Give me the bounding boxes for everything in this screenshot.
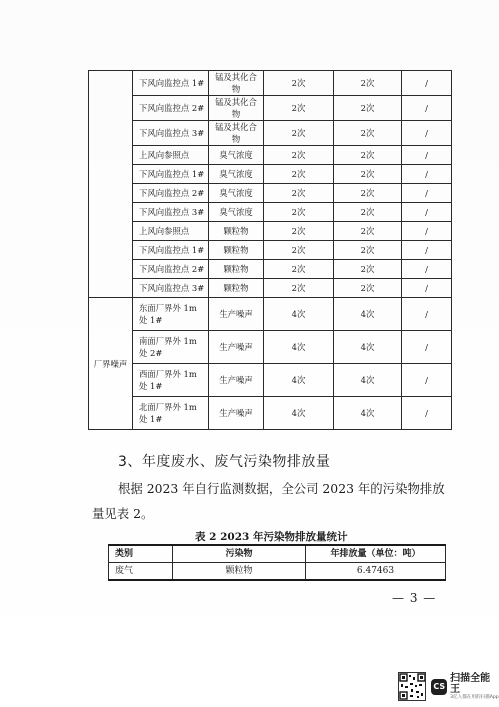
header-category: 类别 (109, 545, 173, 563)
table-row (89, 298, 452, 331)
monitor-item: 颗粒物 (209, 241, 264, 260)
remark: / (402, 184, 452, 203)
section-heading: 3、年度废水、废气污染物排放量 (118, 454, 331, 470)
frequency-1: 2次 (264, 146, 334, 165)
remark: / (402, 222, 452, 241)
monitor-point: 下风向监控点 3# (133, 121, 209, 146)
remark: / (402, 279, 452, 298)
frequency-1: 2次 (264, 121, 334, 146)
remark: / (402, 121, 452, 146)
remark: / (402, 96, 452, 121)
monitor-point: 下风向监控点 2# (133, 184, 209, 203)
monitor-point: 下风向监控点 3# (133, 279, 209, 298)
watermark-app-name: 扫描全能王 (450, 672, 491, 695)
emission-table-header (109, 545, 446, 563)
frequency-2: 2次 (334, 279, 402, 298)
monitor-item: 颗粒物 (209, 222, 264, 241)
frequency-2: 2次 (334, 146, 402, 165)
table-row (89, 397, 452, 430)
frequency-2: 2次 (334, 203, 402, 222)
monitor-item: 臭气浓度 (209, 146, 264, 165)
monitor-point: 西面厂界外 1m 处 1# (133, 364, 209, 397)
row-category: 废气 (109, 563, 173, 581)
frequency-1: 4次 (264, 364, 334, 397)
camscanner-logo-icon: CS (431, 679, 447, 695)
monitor-point: 北面厂界外 1m 处 1# (133, 397, 209, 430)
frequency-1: 2次 (264, 241, 334, 260)
table-row (89, 165, 452, 184)
table-row (89, 331, 452, 364)
monitor-item: 颗粒物 (209, 279, 264, 298)
frequency-2: 2次 (334, 260, 402, 279)
frequency-2: 4次 (334, 331, 402, 364)
table-row (89, 222, 452, 241)
table-row (89, 146, 452, 165)
table-row (89, 364, 452, 397)
remark: / (402, 165, 452, 184)
monitor-point: 下风向监控点 1# (133, 165, 209, 184)
remark: / (402, 203, 452, 222)
table-row (89, 121, 452, 146)
qr-code-icon (398, 672, 426, 701)
monitor-point: 下风向监控点 3# (133, 203, 209, 222)
page-number: — 3 — (392, 591, 437, 605)
table-row (89, 184, 452, 203)
frequency-1: 2次 (264, 96, 334, 121)
frequency-1: 2次 (264, 71, 334, 96)
header-amount: 年排放量（单位：吨） (306, 545, 446, 563)
monitor-item: 臭气浓度 (209, 165, 264, 184)
category-cell-noise: 厂界噪声 (89, 298, 133, 430)
remark: / (402, 364, 452, 397)
frequency-1: 2次 (264, 203, 334, 222)
monitor-point: 南面厂界外 1m 处 2# (133, 331, 209, 364)
monitor-item: 锰及其化合物 (209, 121, 264, 146)
frequency-2: 2次 (334, 222, 402, 241)
remark: / (402, 146, 452, 165)
frequency-1: 2次 (264, 222, 334, 241)
monitor-item: 锰及其化合物 (209, 96, 264, 121)
row-amount: 6.47463 (306, 563, 446, 581)
frequency-2: 2次 (334, 165, 402, 184)
monitor-point: 下风向监控点 2# (133, 260, 209, 279)
emission-table (108, 544, 446, 581)
monitoring-table (88, 70, 452, 430)
monitor-item: 颗粒物 (209, 260, 264, 279)
remark: / (402, 260, 452, 279)
monitor-point: 上风向参照点 (133, 146, 209, 165)
remark: / (402, 331, 452, 364)
monitor-point: 下风向监控点 1# (133, 241, 209, 260)
monitor-point: 上风向参照点 (133, 222, 209, 241)
monitor-point: 下风向监控点 2# (133, 96, 209, 121)
frequency-2: 2次 (334, 121, 402, 146)
monitor-point: 东面厂界外 1m 处 1# (133, 298, 209, 331)
monitor-item: 臭气浓度 (209, 184, 264, 203)
frequency-1: 2次 (264, 279, 334, 298)
monitor-item: 生产噪声 (209, 397, 264, 430)
table-row (89, 203, 452, 222)
remark: / (402, 241, 452, 260)
section-paragraph: 根据 2023 年自行监测数据，全公司 2023 年的污染物排放量见表 2。 (92, 481, 445, 521)
table-row (89, 71, 452, 96)
frequency-1: 2次 (264, 165, 334, 184)
monitor-item: 生产噪声 (209, 331, 264, 364)
monitor-point: 下风向监控点 1# (133, 71, 209, 96)
header-pollutant: 污染物 (173, 545, 306, 563)
monitor-item: 锰及其化合物 (209, 71, 264, 96)
frequency-2: 2次 (334, 71, 402, 96)
frequency-2: 2次 (334, 96, 402, 121)
table-row (89, 241, 452, 260)
frequency-2: 4次 (334, 364, 402, 397)
row-pollutant: 颗粒物 (173, 563, 306, 581)
category-cell-air (89, 71, 133, 298)
monitor-item: 生产噪声 (209, 298, 264, 331)
table-row (109, 563, 446, 581)
remark: / (402, 397, 452, 430)
frequency-2: 4次 (334, 397, 402, 430)
monitor-item: 生产噪声 (209, 364, 264, 397)
frequency-2: 2次 (334, 241, 402, 260)
table-row (89, 260, 452, 279)
frequency-2: 4次 (334, 298, 402, 331)
table2-caption: 表 2 2023 年污染物排放量统计 (195, 531, 348, 543)
watermark-tagline: 3亿人都在用的扫描App (450, 694, 499, 700)
remark: / (402, 71, 452, 96)
scanner-watermark (398, 672, 499, 701)
remark: / (402, 298, 452, 331)
frequency-1: 4次 (264, 397, 334, 430)
frequency-1: 4次 (264, 331, 334, 364)
frequency-2: 2次 (334, 184, 402, 203)
monitor-item: 臭气浓度 (209, 203, 264, 222)
table-row (89, 279, 452, 298)
frequency-1: 2次 (264, 184, 334, 203)
table-row (89, 96, 452, 121)
frequency-1: 4次 (264, 298, 334, 331)
frequency-1: 2次 (264, 260, 334, 279)
